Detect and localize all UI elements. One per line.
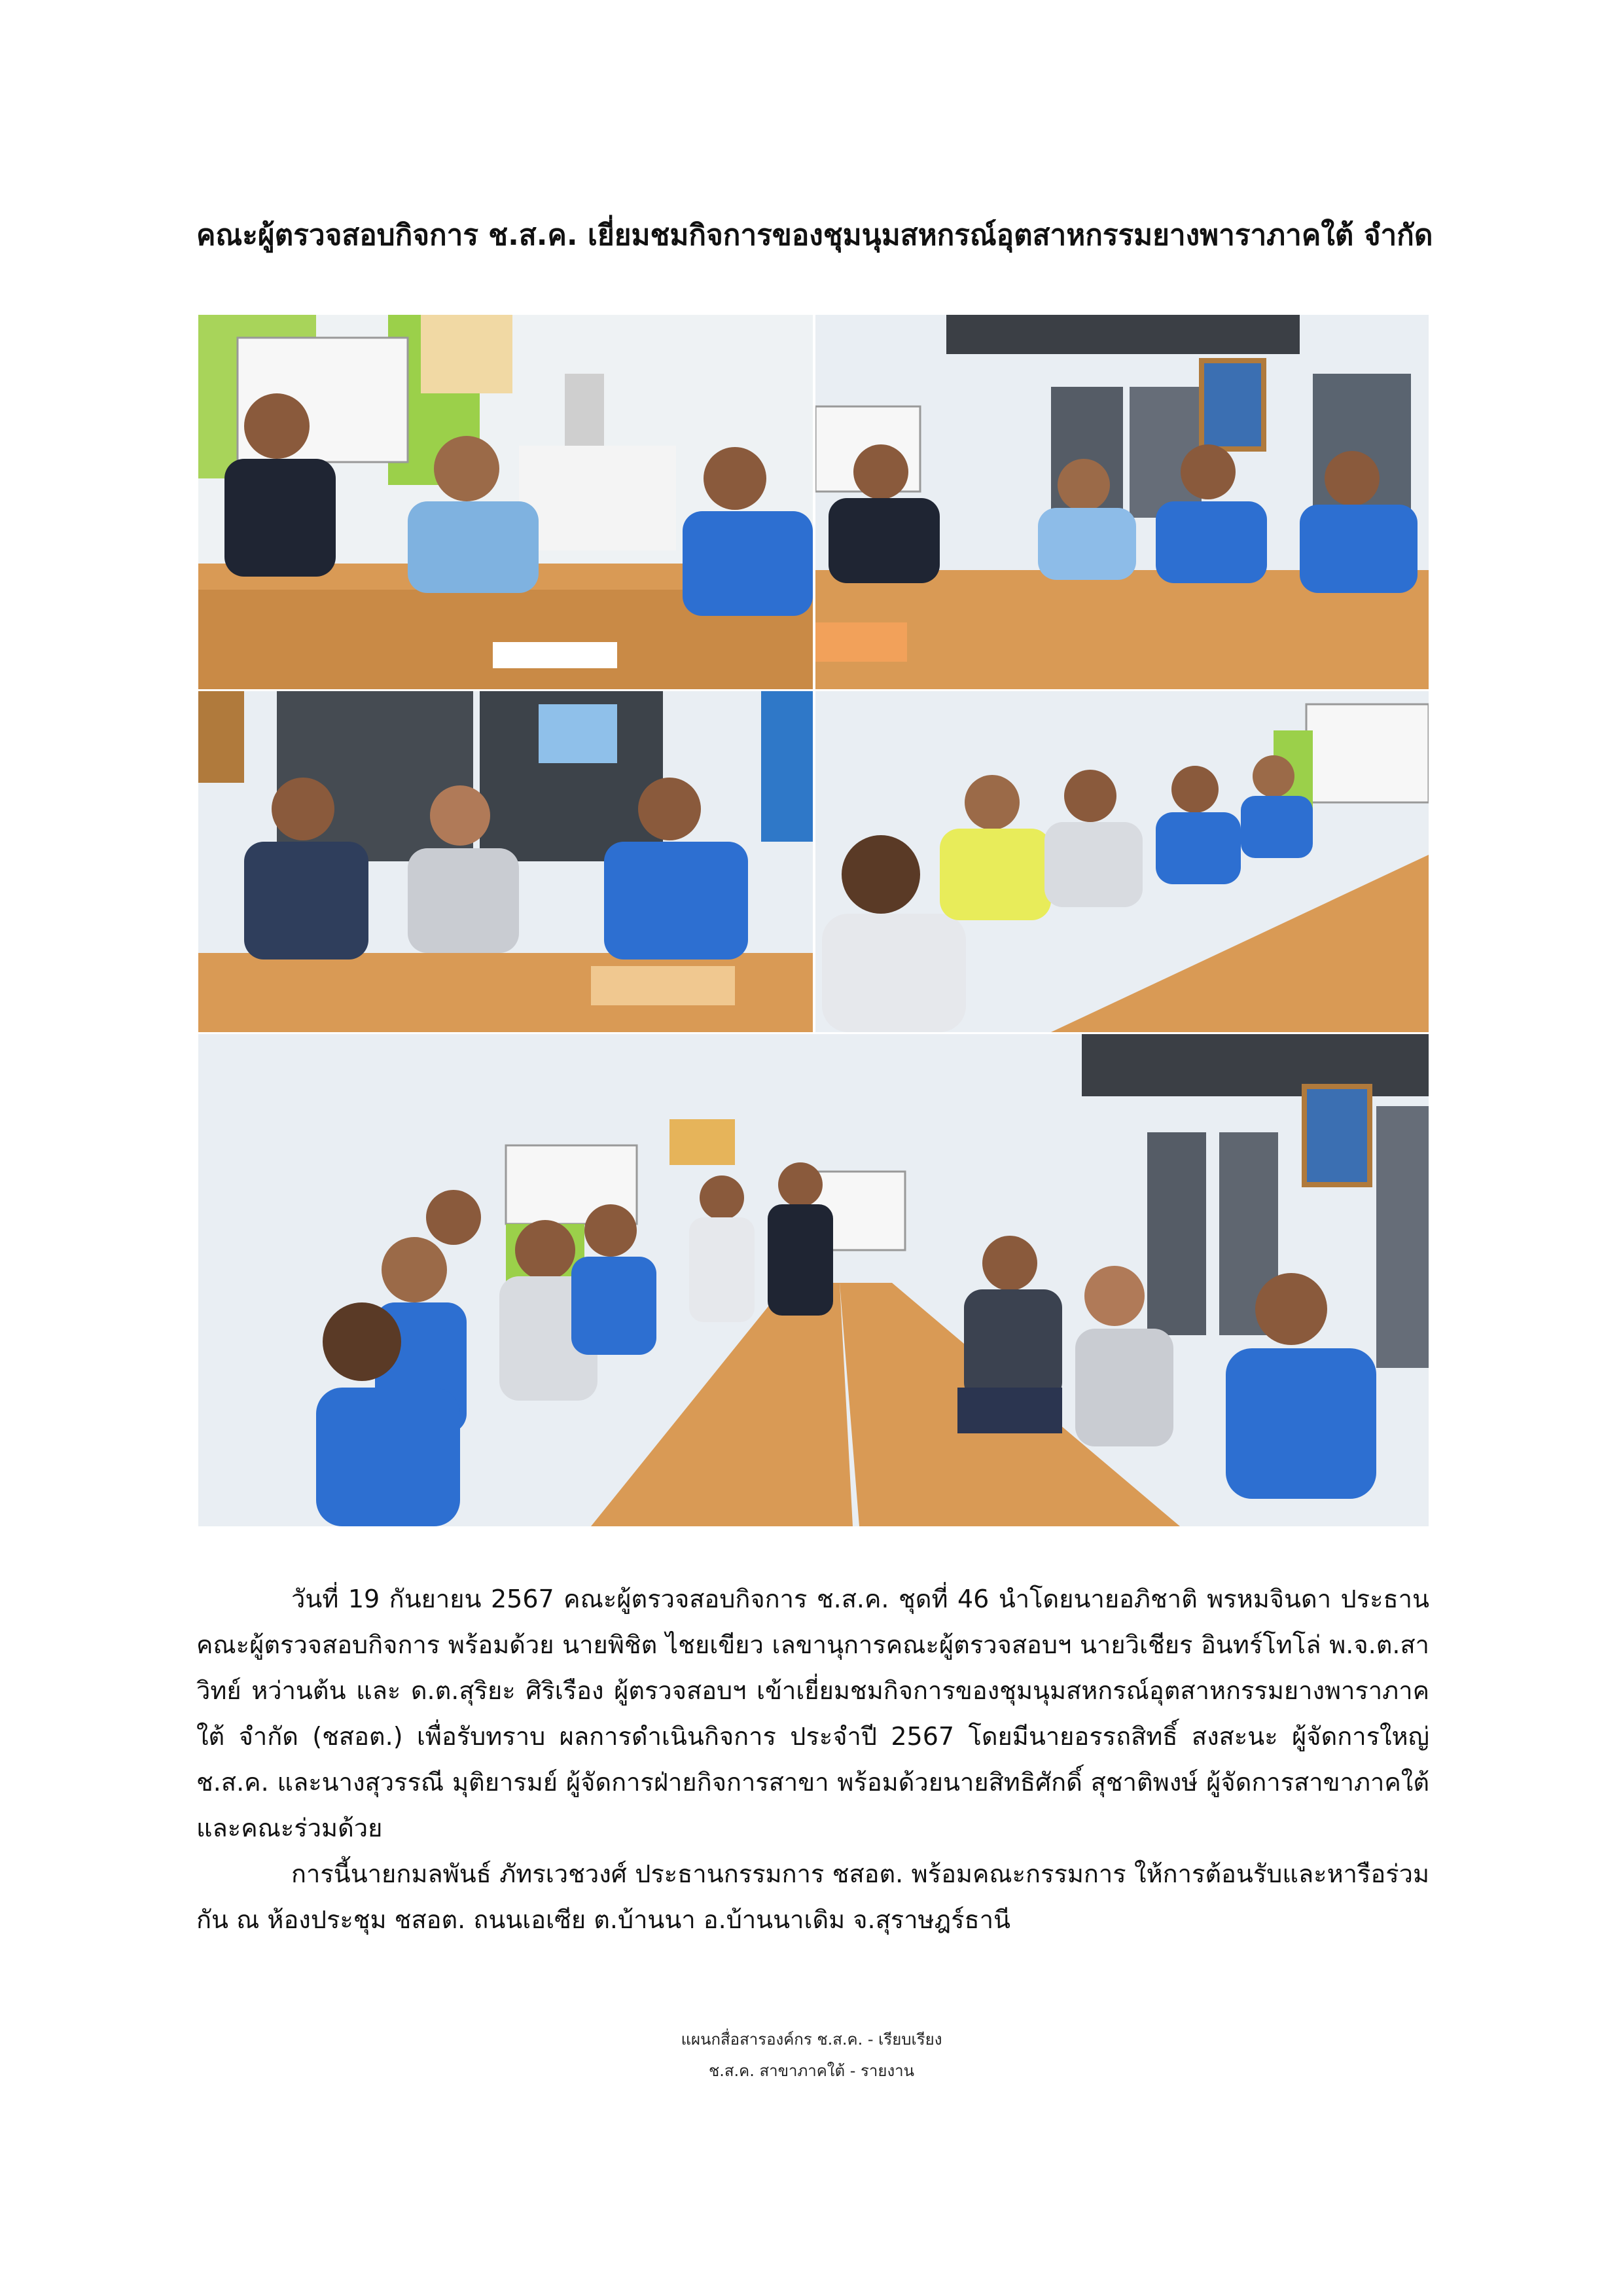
page-title: คณะผู้ตรวจสอบกิจการ ช.ส.ค. เยี่ยมชมกิจการของชุมนุมสหกรณ์อุตสาหกรรมยางพาราภาคใต้ จำกัด: [196, 219, 1433, 252]
meeting-photo-3: [198, 691, 813, 1032]
meeting-photo-5: [198, 1034, 1429, 1526]
meeting-photo-icon: [815, 691, 1429, 1032]
meeting-photo-2: [815, 315, 1429, 689]
meeting-photo-icon: [198, 1034, 1429, 1526]
paragraph-1: วันที่ 19 กันยายน 2567 คณะผู้ตรวจสอบกิจการ ช.ส.ค. ชุดที่ 46 นำโดยนายอภิชาติ พรหมจินดา ประธานคณะผู้ตรวจสอบกิจการ พร้อมด้วย นายพิชิต ไชยเขียว เลขานุการคณะผู้ตรวจสอบฯ นายวิเชียร อินทร์โทโล่ พ.จ.ต.สาวิทย์ หว่านต้น และ ด.ต.สุริยะ ศิริเรือง ผู้ตรวจสอบฯ เข้าเยี่ยมชมกิจการของชุมนุมสหกรณ์อุตสาหกรรมยางพาราภาคใต้ จำกัด (ชสอต.) เพื่อรับทราบ ผลการดำเนินกิจการ ประจำปี 2567 โดยมีนายอรรถสิทธิ์ สงสะนะ ผู้จัดการใหญ่ ช.ส.ค. และนางสุวรรณี มุติยารมย์ ผู้จัดการฝ่ายกิจการสาขา พร้อมด้วยนายสิทธิศักดิ์ สุชาติพงษ์ ผู้จัดการสาขาภาคใต้ และคณะร่วมด้วย: [196, 1585, 1429, 1842]
meeting-photo-4: [815, 691, 1429, 1032]
paragraph-2: การนี้นายกมลพันธ์ ภัทรเวชวงศ์ ประธานกรรมการ ชสอต. พร้อมคณะกรรมการ ให้การต้อนรับและหารือร่วมกัน ณ ห้องประชุม ชสอต. ถนนเอเซีย ต.บ้านนา อ.บ้านนาเดิม จ.สุราษฎร์ธานี: [196, 1859, 1429, 1934]
meeting-photo-icon: [198, 691, 813, 1032]
footer-credit-line-2: ช.ส.ค. สาขาภาคใต้ - รายงาน: [708, 2062, 915, 2080]
article-body: [196, 1576, 1429, 1943]
meeting-photo-icon: [815, 315, 1429, 689]
meeting-photo-icon: [198, 315, 813, 689]
footer-credit-line-1: แผนกสื่อสารองค์กร ช.ส.ค. - เรียบเรียง: [681, 2030, 942, 2049]
meeting-photo-1: [198, 315, 813, 689]
